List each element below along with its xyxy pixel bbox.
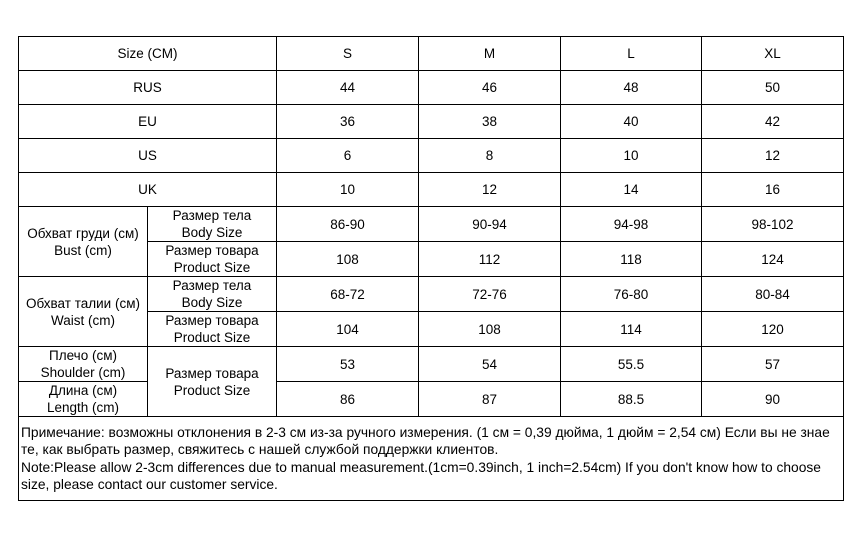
size-header-l: L [561,37,702,71]
product-size-label-en: Product Size [173,330,251,345]
table-cell: 38 [419,105,561,139]
length-row [19,382,844,417]
table-cell: 76-80 [561,277,702,312]
table-cell: 98-102 [702,207,844,242]
rus-row [19,71,844,105]
table-cell: 50 [702,71,844,105]
table-cell: 72-76 [419,277,561,312]
table-cell: 104 [277,312,419,347]
waist-label-en: Waist (cm) [51,312,115,328]
table-cell: 40 [561,105,702,139]
length-label [19,382,148,417]
row-label-uk: UK [19,173,277,207]
table-cell: 87 [419,382,561,417]
size-header-xl: XL [702,37,844,71]
shoulder-label [19,347,148,382]
table-cell: 46 [419,71,561,105]
size-chart-table [18,36,844,501]
table-cell: 42 [702,105,844,139]
body-size-label-en: Body Size [181,225,243,240]
table-cell: 124 [702,242,844,277]
table-cell: 44 [277,71,419,105]
table-cell: 36 [277,105,419,139]
table-cell: 80-84 [702,277,844,312]
table-cell: 118 [561,242,702,277]
table-cell: 6 [277,139,419,173]
note-line: Note:Please allow 2-3cm differences due to manual measurement.(1cm=0.39inch, 1 inch=2.54cm) If you don't know how to choose [21,459,821,475]
product-size-label-ru: Размер товара [165,313,259,328]
waist-product-size-label [148,312,277,347]
row-label-us: US [19,139,277,173]
table-cell: 90 [702,382,844,417]
table-cell: 86-90 [277,207,419,242]
shoulder-label-en: Shoulder (cm) [40,365,126,380]
bust-body-row [19,207,844,242]
bust-label-ru: Обхват груди (см) [27,225,139,241]
product-size-label-ru: Размер товара [165,365,259,381]
length-label-ru: Длина (см) [48,383,118,398]
note-text [19,417,844,501]
uk-row [19,173,844,207]
table-cell: 8 [419,139,561,173]
note-line: Примечание: возможны отклонения в 2-3 см из-за ручного измерения. (1 см = 0,39 дюйма, 1 дюйм = 2,54 см) Если вы не знае [21,424,830,440]
table-cell: 53 [277,347,419,382]
shoulder-row [19,347,844,382]
size-header-label: Size (CM) [19,37,277,71]
table-cell: 12 [419,173,561,207]
waist-label [19,277,148,347]
row-label-rus: RUS [19,71,277,105]
table-cell: 16 [702,173,844,207]
table-cell: 112 [419,242,561,277]
table-cell: 68-72 [277,277,419,312]
product-size-group-label [148,347,277,417]
table-cell: 120 [702,312,844,347]
us-row [19,139,844,173]
note-line: те, как выбрать размер, свяжитесь с нашей службой поддержки клиентов. [21,442,499,457]
table-cell: 90-94 [419,207,561,242]
body-size-label-en: Body Size [181,295,243,310]
size-header-m: M [419,37,561,71]
table-cell: 94-98 [561,207,702,242]
table-cell: 86 [277,382,419,417]
table-cell: 108 [277,242,419,277]
table-cell: 54 [419,347,561,382]
bust-label [19,207,148,277]
note-line: size, please contact our customer service. [21,477,278,492]
length-label-en: Length (cm) [46,400,120,415]
bust-product-size-label [148,242,277,277]
product-size-label-en: Product Size [173,260,251,275]
table-cell: 57 [702,347,844,382]
table-cell: 88.5 [561,382,702,417]
table-cell: 55.5 [561,347,702,382]
note-row [19,417,844,501]
table-cell: 48 [561,71,702,105]
table-cell: 10 [277,173,419,207]
product-size-label-ru: Размер товара [165,243,259,258]
table-cell: 14 [561,173,702,207]
eu-row [19,105,844,139]
table-cell: 108 [419,312,561,347]
size-header-s: S [277,37,419,71]
body-size-label-ru: Размер тела [172,208,252,223]
bust-label-en: Bust (cm) [54,242,112,258]
waist-label-ru: Обхват талии (см) [26,295,140,311]
waist-body-row [19,277,844,312]
bust-body-size-label [148,207,277,242]
body-size-label-ru: Размер тела [172,278,252,293]
product-size-label-en: Product Size [173,382,251,398]
table-cell: 10 [561,139,702,173]
row-label-eu: EU [19,105,277,139]
table-cell: 114 [561,312,702,347]
waist-body-size-label [148,277,277,312]
table-cell: 12 [702,139,844,173]
shoulder-label-ru: Плечо (см) [49,348,117,363]
size-header-row [19,37,844,71]
